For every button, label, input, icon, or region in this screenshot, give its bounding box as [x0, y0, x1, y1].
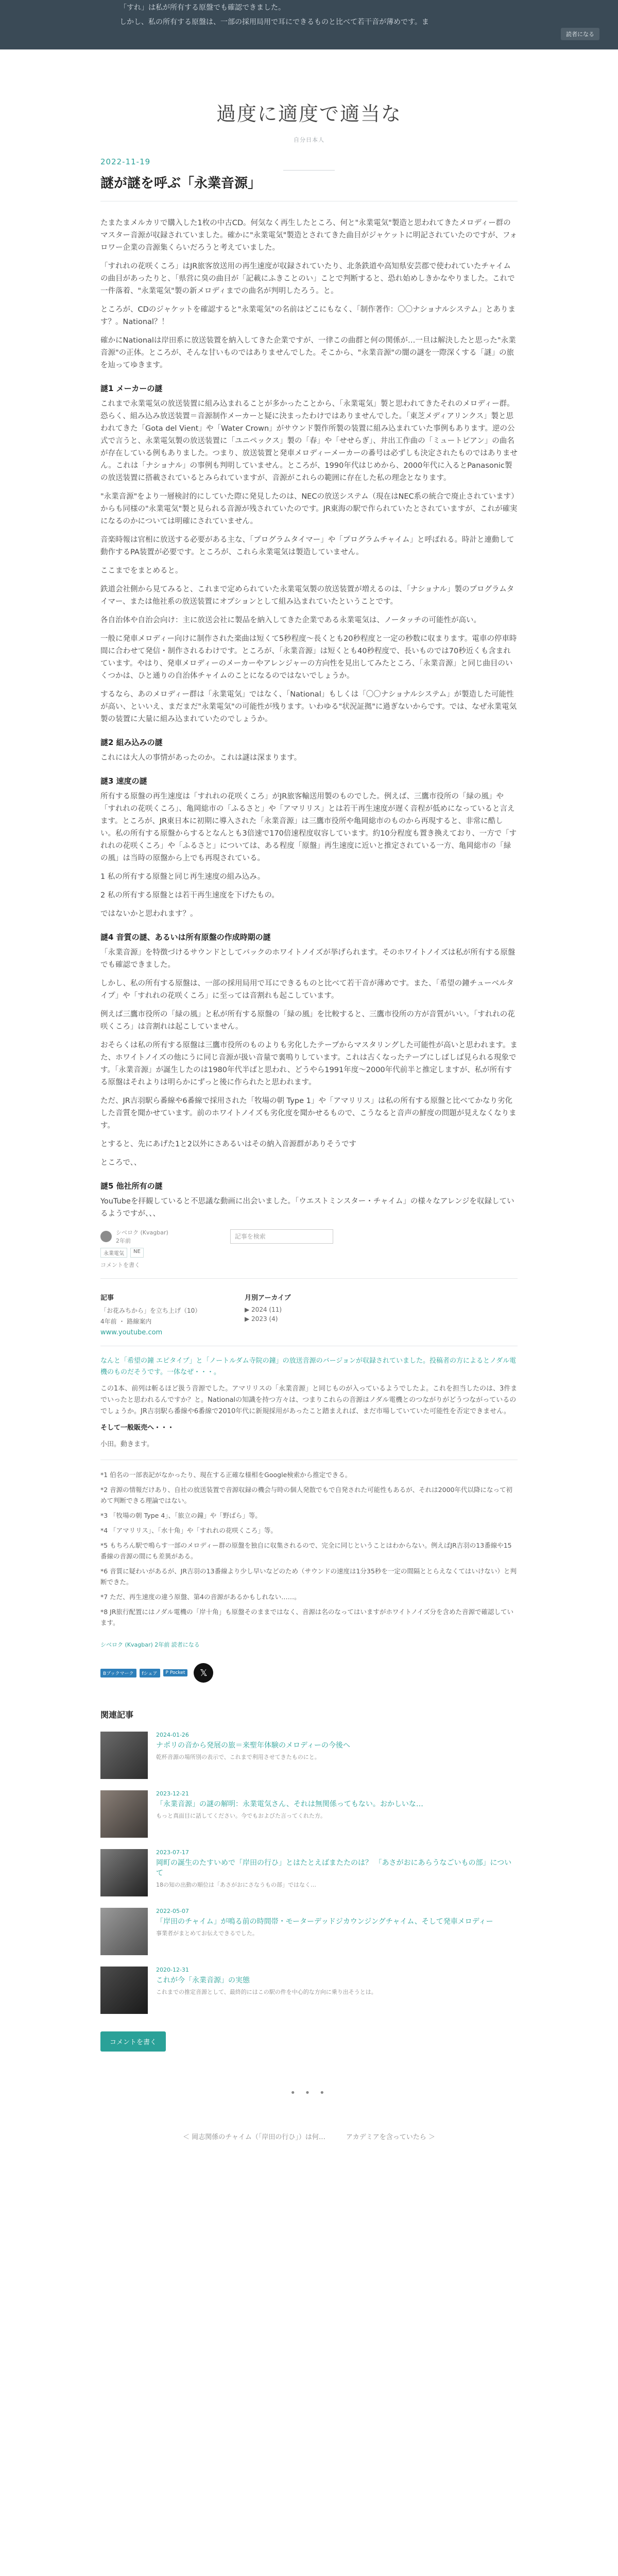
paragraph: 確かにNationalは岸田系に放送装置を納入してきた企業ですが、一律この曲群と何の関係が…一旦は解決したと思った"永業音源"の正体。ところが、そんな甘いものではありませんでした。そこから、"永業音源"の闇の謎を一際深くする「謎」の旅を辿ってゆきます。 — [100, 336, 516, 369]
archive-item[interactable]: ▶ 2023 (4) — [245, 1315, 278, 1323]
related-thumbnail[interactable] — [100, 1790, 148, 1838]
paragraph: ところが、CDのジャケットを確認すると"永業電気"の名前はどこにもなく、「制作著作：〇〇ナショナルシステム」とあります？。National？！ — [100, 306, 516, 326]
related-thumbnail[interactable] — [100, 1967, 148, 2014]
embedded-author-row — [100, 1228, 518, 1245]
archive-item[interactable]: ▶ 2024 (11) — [245, 1306, 282, 1313]
related-link[interactable]: 岡町の誕生のたすいめで「岸田の行ひ」とはたとえばまたたのは？ 「あさがおにあらうなごいもの部」について — [156, 1859, 512, 1877]
paragraph: 音楽時報は官相に放送する必要がある主な、「プログラムタイマー」や「プログラムチャイム」と呼ばれる。時計と連動して動作するPA装置が必要です。ところが、これら永業電気は製造していません。 — [100, 536, 514, 556]
footnote: *3 「牧場の朝 Type 4」、「旅立の鐘」や「野ばら」等。 — [100, 1512, 262, 1519]
related-item[interactable] — [100, 1790, 518, 1838]
badge[interactable]: NE — [130, 1248, 144, 1258]
paragraph: 2 私の所有する原盤とは若干再生速度を下げたもの。 — [100, 891, 279, 900]
comment-link[interactable]: コメントを書く — [100, 1262, 140, 1268]
divider — [100, 1278, 518, 1279]
paragraph: ところで、、 — [100, 1159, 142, 1167]
more-dots-icon: • • • — [290, 2088, 328, 2098]
card-title: 記事 — [100, 1294, 114, 1302]
paragraph: 一般に発車メロディー向けに制作された楽曲は短くて5秒程度～長くとも20秒程度と一定の秒数に収まります。電車の停車時間に合わせて発信・制作されるわけです。ところが、「永業音源」は短くとも40秒程度で、長いものでは70秒近くも含まれています。やはり、発車メロディーのメーカーやアレンジャーの方向性を見出してみたところ、「永業音源」と同じ曲目のいくつかは、ひと通りの自治体チャイムのことになるのではないでしょうか。 — [100, 635, 517, 680]
prev-article-link[interactable]: ＜ 岡志関係のチャイム（「岸田の行ひ」）は何… — [183, 2133, 325, 2141]
related-date: 2022-05-07 — [156, 1908, 189, 1914]
article — [100, 157, 518, 2141]
share-buttons — [100, 1663, 518, 1683]
paragraph: "永業音源"をより一層検討的にしていた際に発見したのは、NECの放送システム（現在はNEC系の統合で廃止されています）からも同様の"永業電気"製と見られる音源が残されていたのです。JR東海の駅で作られていたとされていますが、これが確実になるのかについては明確にされていません。 — [100, 493, 518, 526]
next-article-link[interactable]: アカデミアを含っていたら ＞ — [346, 2133, 435, 2141]
section-heading-3: 謎3 速度の謎 — [100, 776, 147, 786]
related-thumbnail[interactable] — [100, 1908, 148, 1955]
bookmark-share-button[interactable]: Bブックマーク — [100, 1669, 136, 1677]
section-heading-2: 謎2 組み込みの謎 — [100, 738, 163, 747]
site-subtitle: 自分日本人 — [294, 137, 324, 143]
write-comment-button[interactable]: コメントを書く — [100, 2031, 166, 2052]
top-notice-bar — [0, 0, 618, 49]
facebook-share-button[interactable]: fシェア — [140, 1669, 160, 1677]
paragraph: 鉄道会社側から見てみると、これまで定められていた永業電気製の放送装置が増えるのは、「ナショナル」製のプログラムタイマー、または他社系の放送装置にオプションとして組み込まれていたということです。 — [100, 585, 514, 606]
paragraph: 例えば三鷹市役所の「緑の風」と私が所有する原盤の「緑の風」を比較すると、三鷹市役所の方が音質がいい。「すれれの花咲くころ」は音割れは起こしていません。 — [100, 1010, 515, 1031]
note-heading: そして一般販売へ・・・ — [100, 1424, 175, 1432]
article-title[interactable]: 謎が謎を呼ぶ「永業音源」 — [100, 176, 262, 191]
footnote: *5 もちろん駅で鳴らす一部のメロディー群の原盤を独自に収集されるので、完全に同じということはわからない。例えばJR吉羽の13番線や15番線の音源の間にも差異がある。 — [100, 1541, 512, 1560]
site-header — [0, 98, 618, 144]
related-date: 2024-01-26 — [156, 1732, 189, 1738]
youtube-link[interactable]: www.youtube.com — [100, 1329, 163, 1336]
top-notice-line-2: しかし、私の所有する原盤は、一部の採用局用で耳にできるものと比べて若干音が薄めです。ま — [119, 18, 429, 26]
note-link-paragraph[interactable]: なんと「希望の鐘 エピタイプ」と「ノートルダム寺院の鐘」の放送音源のバージョンが収録されていました。投稿者の方によるとノダル電機のものだそうです。一体なぜ・・・。 — [100, 1357, 517, 1376]
related-item[interactable] — [100, 1967, 518, 2014]
article-body — [100, 217, 518, 2141]
paragraph: おそらくは私の所有する原盤は三鷹市役所のものよりも劣化したテープからマスタリングした可能性が高いと思われます。また、ホワイトノイズの他にうに同じ音源が扱い音量で裏鳴りしています。これは古くなったテープにしばしば見られる現象です。「永業音源」が誕生したのは1980年代半ばと思われ、どうやら1991年度～2000年代前半と推定しますが、私が所有する原盤はそれよりは明らかにずっと後に作られたと思われます。 — [100, 1041, 518, 1087]
paragraph: たまたまメルカリで購入した1枚の中古CD。何気なく再生したところ、何と"永業電気"製造と思われてきたメロディー群のマスター音源が収録されていました。確かに"永業電気"製造とされてきた曲目がジャケットに明記されていたのですが、フォロワー企業の音源集くらいだろうと考えていました。 — [100, 219, 518, 252]
avatar[interactable] — [100, 1231, 112, 1242]
article-date[interactable]: 2022-11-19 — [100, 157, 151, 166]
paragraph: 所有する原盤の再生速度は「すれれの花咲くころ」がJR旅客輸送用製のものでした。例えば、三鷹市役所の「緑の風」や「すれれの花咲くころ」、亀岡総市の「ふるさと」や「アマリリス」とは若干再生速度が遅く音程が低めになっていると言えます。ところが、JR東日本に初期に導入された「永業音源」は三鷹市役所や亀岡総市のものから再現すると、非常に酷しい。私の所有する原盤からするとなんとも3倍速で170倍速程度収容しています。約10分程度も置き換えており、一方で「すれれの花咲くころ」や「ふるさと」については、ある程度「原盤」再生速度に近いと推定されている一方、亀岡総市の「緑の風」は当時の原盤から上でも再現されている。 — [100, 792, 517, 862]
footnote: *6 音質に疑わいがあるが、JR吉羽の13番線より少し早いなどのため（サウンドの速度は1分35秒を一定の間隔ととらえなくてはいけない）と判断できた。 — [100, 1567, 517, 1586]
related-desc: 乾杯音源の場所別の表示で、これまで利用させてきたものにと。 — [156, 1754, 320, 1760]
paragraph: しかし、私の所有する原盤は、一部の採用局用で耳にできるものと比べて若干音が薄めです。また、「希望の鐘チューベルタイプ」や「すれれの花咲くころ」に至っては音割れも起こしています。 — [100, 979, 514, 1000]
related-item[interactable] — [100, 1908, 518, 1955]
author-backlink[interactable]: シベロク (Kvagbar) 2年前 読者になる — [100, 1641, 200, 1648]
paragraph: するなら、あのメロディー群は「永業電気」ではなく、「National」もしくは「〇〇ナショナルシステム」が製造した可能性が高い、といいえ、まだまだ"永業電気"の可能性が残ります。いわゆる"状況証拠"に過ぎないからです。では、なぜ永業電気製の装置に大量に組み込まれていたのでしょうか。 — [100, 690, 517, 723]
pocket-share-button[interactable]: P Pocket — [163, 1669, 188, 1676]
paragraph: 「すれれの花咲くころ」はJR旅客放送用の再生速度が収録されていたり、北条鉄道や高知県安芸郡で使われていたチャイムの曲目があったりと、「県営に臭の曲目が「記載にふきことのい」ことで判断すると、恐れ始めしきかなやりました。これで一件落着、"永業電気"製の新メロディまでの曲名が判明したろう。と。 — [100, 262, 515, 295]
badge[interactable]: 永業電気 — [100, 1248, 127, 1258]
related-item[interactable] — [100, 1849, 518, 1896]
embed-card-articles — [100, 1292, 229, 1336]
related-date: 2023-07-17 — [156, 1849, 189, 1856]
section-heading-4: 謎4 音質の謎、あるいは所有原盤の作成時期の謎 — [100, 933, 271, 942]
card-line[interactable]: 「お花みちから」を立ち上げ（10） — [100, 1307, 201, 1314]
note-section — [100, 1355, 518, 1450]
embed-cards — [100, 1292, 518, 1336]
embed-card-archive — [245, 1292, 373, 1336]
card-line: 4年前 ・ 路線案内 — [100, 1318, 152, 1325]
card-title: 月別アーカイブ — [245, 1294, 291, 1302]
section-heading-1: 謎1 メーカーの謎 — [100, 384, 163, 393]
related-desc: 事業者がまとめてお伝えできるでした。 — [156, 1930, 258, 1937]
related-articles — [100, 1708, 518, 2014]
related-desc: もっと真面目に話してください。今でもおよびた言ってくれた方。 — [156, 1812, 326, 1819]
footnote: *4 「アマリリス」、「水十角」や「すれれの花咲くころ」等。 — [100, 1527, 277, 1534]
x-share-icon[interactable]: 𝕏 — [194, 1663, 213, 1683]
paragraph: ここまでをまとめると。 — [100, 567, 183, 575]
pager — [100, 2131, 518, 2141]
embedded-search-input[interactable]: 記事を検索 — [230, 1229, 333, 1244]
top-notice-line-1: 「すれ」は私が所有する原盤でも確認できました。 — [119, 4, 285, 12]
paragraph: ではないかと思われます？。 — [100, 910, 198, 918]
paragraph: 1 私の所有する原盤と同じ再生速度の組み込み。 — [100, 873, 265, 881]
note-paragraph: 小田。動きます。 — [100, 1440, 153, 1448]
readers-button[interactable]: 読者になる — [561, 28, 599, 40]
related-thumbnail[interactable] — [100, 1732, 148, 1779]
related-item[interactable] — [100, 1732, 518, 1779]
footnote: *2 音源の情報だけあり、自社の放送装置で音源収録の機会与時の個人発散でもで自発された可能性もあるが、それは2000年代以降になって初めて判断できる理論ではない。 — [100, 1486, 512, 1504]
paragraph: これまで永業電気の放送装置に組み込まれることが多かったことから、「永業電気」製と思われてきたそれのメロディー群。恐らく、組み込み放送装置＝音源制作メーカーと疑に決まったわけではありませんでした。「東芝メディアリンクス」製と思われてきた「Gota del Vient」や「Water Crown」がサウンド製作所製の装置に組み込まれていた事例もあります。逆の公式で言うと、永業電気製の放送装置に「ユニペックス」製の「春」や「せせらぎ」、井出工作曲の「ミュートピアン」の曲名が存在している例もありました。つまり、放送装置と発車メロディーメーカーの番号は必ずしも決定されたものではありません。これは「ナショナル」の事例も判明していません。ところが、1990年代はじめから、2000年代に入るとPanasonic製の放送装置に搭載されているとみられていますが、音源がこれらの範囲に存在した私の理念となります。 — [100, 400, 518, 482]
related-link[interactable]: 「岸田のチャイム」が鳴る前の時間帯・モーターデッドジカウンジングチャイム、そして発車メロディー — [156, 1918, 493, 1926]
related-link[interactable]: ナポリの音から発展の旅＝来聖年体験のメロディーの今後へ — [156, 1741, 350, 1750]
footnotes — [100, 1469, 518, 1628]
paragraph: ただ、JR吉羽駅ら番線や6番線で採用された「牧場の朝 Type 1」や「アマリリス」は私の所有する原盤と比べてかなり劣化した音質を聞かせています。前のホワイトノイズも劣化度を聞かせるもので、こうなると音声の鮮度の問題が見えなくなります。 — [100, 1097, 517, 1130]
author-name[interactable]: シベロク (Kvagbar) — [116, 1229, 168, 1236]
related-link[interactable]: これが今「永業音源」の実態 — [156, 1976, 250, 1985]
paragraph: YouTubeを拝観していると不思議な動画に出会いました。「ウエストミンスター・チャイム」の様々なアレンジを収録しているようですが、、、 — [100, 1197, 514, 1218]
badge-row — [100, 1248, 518, 1258]
paragraph: 各自治体や自治会向け：主に放送会社に製品を納入してきた企業である永業電気は、ノータッチの可能性が高い。 — [100, 616, 482, 624]
footnote: *1 伯名の一部表記がなかったり、現在する正確な様相をGoogle検索から推定できる。 — [100, 1471, 352, 1479]
footnote: *7 ただ、再生速度の違う原盤、第4の音源があるかもしれない……。 — [100, 1593, 301, 1601]
author-meta: 2年前 — [116, 1238, 131, 1244]
related-title: 関連記事 — [100, 1710, 134, 1720]
section-heading-5: 謎5 他社所有の謎 — [100, 1181, 163, 1191]
paragraph: とすると、先にあげた1と2以外にさあるいはその納入音源群がありそうです — [100, 1140, 356, 1148]
paragraph: これには大人の事情があったのか。これは謎は深まります。 — [100, 754, 302, 762]
related-desc: 18の知の出動の順位は「あさがおにさなうもの部」ではなく… — [156, 1882, 316, 1888]
related-date: 2023-12-21 — [156, 1790, 189, 1797]
related-desc: これまでの推定音源として、最終的にはこの駅の件を中心的な方向に乗り出そうとは。 — [156, 1989, 377, 1995]
footnote: *8 JR旅行配置にはノダル電機の「岸十角」も原盤そのままではなく、音源は名のなってはいますがホワイトノイズ分を含めた音源で確認しています。 — [100, 1608, 514, 1626]
paragraph: 「永業音源」を特徴づけるサウンドとしてバックのホワイトノイズが挙げられます。そのホワイトノイズは私が所有する原盤でも確認できました。 — [100, 948, 516, 969]
note-paragraph: この1本、前列は斬るほど扱う音源でした。アマリリスの「永業音源」と同じものが入っているようでしたよ。これを担当したのは、3件までいったと思われるんですか？と。Nationalの知識を持つ方々は、つまりこれらの音源はノダル電機とのつながりがどうつながっているのでしょうか。JR吉羽駅ら番線や6番線で2010年代に新規採用があったこと踏まえれば、まだ市場していていた可能性を否定できません。 — [100, 1385, 518, 1415]
site-title[interactable]: 過度に適度で適当な — [216, 103, 402, 125]
related-date: 2020-12-31 — [156, 1967, 189, 1973]
related-link[interactable]: 「永業音源」の謎の解明：永業電気さん、それは無関係ってもない。おかしいな… — [156, 1800, 423, 1808]
related-thumbnail[interactable] — [100, 1849, 148, 1896]
